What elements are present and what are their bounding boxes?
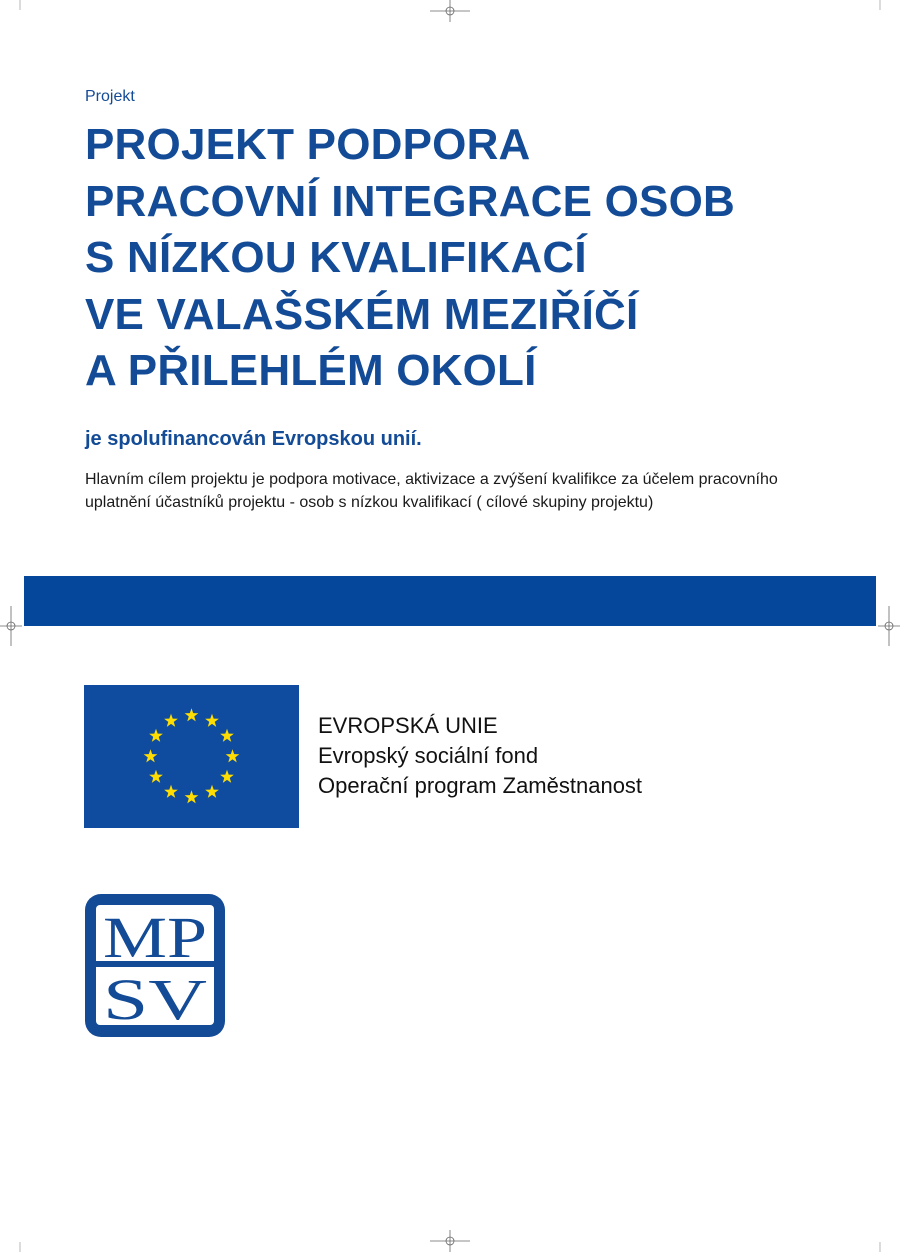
title-line-2: PRACOVNÍ INTEGRACE OSOB [85,176,735,226]
eu-star-icon [185,790,199,803]
eu-star-icon [164,785,178,798]
mpsv-logo [84,893,226,1038]
project-description: Hlavním cílem projektu je podpora motivace, aktivizace a zvýšení kvalifikce za účelem pracovního uplatnění účastníků projektu - osob s nízkou kvalifikací ( cílové skupiny projektu) [85,471,778,511]
eu-union-label: EVROPSKÁ UNIE [318,713,498,738]
eu-star-icon [144,749,158,762]
eu-funding-text [318,711,642,801]
eu-star-icon [220,729,234,742]
blue-divider-band [24,576,876,626]
project-title [85,117,875,400]
eu-star-icon [149,729,163,742]
mpsv-logo-bottom-text: SV [103,967,208,1032]
op-label: Operační program Zaměstnanost [318,773,643,798]
eu-star-icon [205,785,219,798]
eu-star-icon [164,714,178,727]
eu-star-icon [185,708,199,721]
mpsv-logo-top-text: MP [103,905,207,970]
esf-label: Evropský sociální fond [318,743,539,768]
eu-star-icon [149,770,163,783]
eu-star-icon [205,714,219,727]
eu-star-icon [220,770,234,783]
title-line-5: A PŘILEHLÉM OKOLÍ [85,346,537,395]
title-line-3: S NÍZKOU KVALIFIKACÍ [85,233,587,282]
title-line-1: PROJEKT PODPORA [85,120,531,169]
project-label: Projekt [85,88,135,105]
eu-star-icon [226,749,240,762]
title-line-4: VE VALAŠSKÉM MEZIŘÍČÍ [85,289,639,339]
eu-flag-icon [84,685,299,828]
cofinanced-statement: je spolufinancován Evropskou unií. [85,428,422,450]
